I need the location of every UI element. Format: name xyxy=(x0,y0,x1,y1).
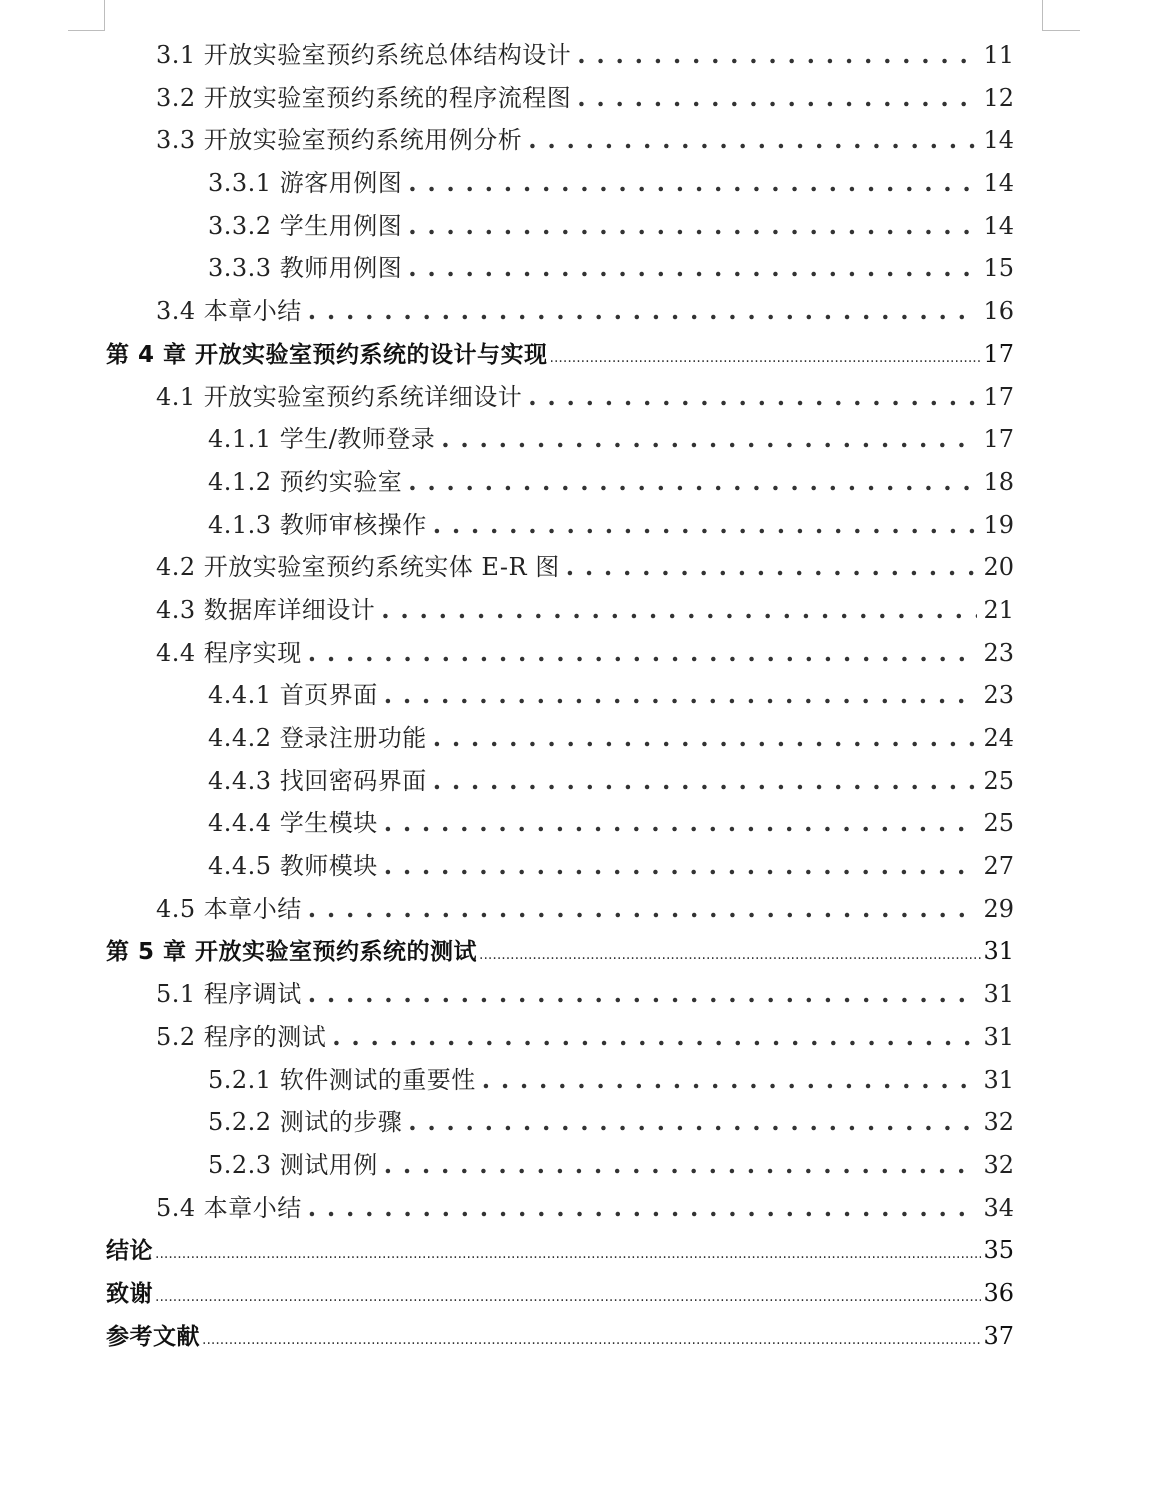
toc-dot-leader xyxy=(408,162,977,205)
toc-page-number: 19 xyxy=(983,510,1014,539)
toc-page-number: 34 xyxy=(983,1193,1014,1222)
toc-entry-title: 5.1 程序调试 xyxy=(156,980,302,1009)
toc-page-number: 15 xyxy=(983,254,1014,283)
toc-page-number: 17 xyxy=(983,339,1014,368)
toc-entry-title: 4.4.1 首页界面 xyxy=(208,681,378,710)
toc-entry-title: 结论 xyxy=(106,1238,153,1265)
toc-dot-leader xyxy=(384,802,978,845)
toc-page-number: 35 xyxy=(983,1236,1014,1265)
toc-page-number: 20 xyxy=(983,553,1014,582)
toc-entry[interactable] xyxy=(0,717,1152,760)
toc-page-number: 37 xyxy=(983,1321,1014,1350)
toc-entry-title: 5.2.2 测试的步骤 xyxy=(208,1108,403,1137)
toc-dot-leader xyxy=(577,77,977,120)
toc-entry[interactable] xyxy=(0,34,1152,77)
toc-entry[interactable] xyxy=(0,504,1152,547)
toc-dot-leader xyxy=(155,1230,981,1276)
toc-page-number: 23 xyxy=(983,638,1014,667)
toc-entry-title: 3.3.3 教师用例图 xyxy=(208,254,403,283)
toc-page-number: 29 xyxy=(983,894,1014,923)
toc-page-number: 32 xyxy=(983,1150,1014,1179)
toc-page-number: 17 xyxy=(983,425,1014,454)
toc-dot-leader xyxy=(408,247,977,290)
toc-dot-leader xyxy=(433,717,978,760)
page-corner-mark-top-right xyxy=(1042,0,1043,30)
toc-dot-leader xyxy=(202,1316,981,1362)
toc-entry-title: 4.5 本章小结 xyxy=(156,894,302,923)
toc-entry[interactable] xyxy=(0,589,1152,632)
toc-entry[interactable] xyxy=(0,418,1152,461)
toc-dot-leader xyxy=(566,546,978,589)
page-corner-mark-top-left xyxy=(104,0,105,30)
toc-entry[interactable] xyxy=(0,973,1152,1016)
toc-entry[interactable] xyxy=(0,1101,1152,1144)
toc-entry-title: 3.2 开放实验室预约系统的程序流程图 xyxy=(156,83,572,112)
toc-entry-title: 4.2 开放实验室预约系统实体 E-R 图 xyxy=(156,553,560,582)
toc-dot-leader xyxy=(384,845,978,888)
toc-dot-leader xyxy=(433,504,978,547)
toc-page-number: 18 xyxy=(983,467,1014,496)
toc-page-number: 36 xyxy=(983,1278,1014,1307)
toc-entry-title: 4.1.1 学生/教师登录 xyxy=(208,425,436,454)
toc-entry[interactable] xyxy=(0,632,1152,675)
toc-dot-leader xyxy=(408,205,977,248)
toc-page-number: 31 xyxy=(983,980,1014,1009)
toc-dot-leader xyxy=(479,931,981,977)
toc-page-number: 12 xyxy=(983,83,1014,112)
toc-entry[interactable] xyxy=(0,162,1152,205)
toc-entry[interactable] xyxy=(0,205,1152,248)
toc-page-number: 14 xyxy=(983,169,1014,198)
toc-dot-leader xyxy=(482,1059,978,1102)
toc-page-number: 27 xyxy=(983,852,1014,881)
toc-entry-title: 5.2.3 测试用例 xyxy=(208,1150,378,1179)
toc-entry-chapter[interactable] xyxy=(0,333,1152,376)
toc-page-number: 14 xyxy=(983,211,1014,240)
toc-entry-title: 第 4 章 开放实验室预约系统的设计与实现 xyxy=(106,341,548,368)
page-corner-mark-top-right xyxy=(1042,30,1080,31)
toc-entry-title: 4.4.4 学生模块 xyxy=(208,809,378,838)
toc-entry-title: 3.1 开放实验室预约系统总体结构设计 xyxy=(156,41,572,69)
toc-entry-chapter[interactable] xyxy=(0,1229,1152,1272)
toc-entry-title: 4.4.3 找回密码界面 xyxy=(208,766,427,795)
toc-entry[interactable] xyxy=(0,674,1152,717)
toc-entry-title: 4.4 程序实现 xyxy=(156,638,302,667)
toc-entry[interactable] xyxy=(0,845,1152,888)
toc-entry-title: 第 5 章 开放实验室预约系统的测试 xyxy=(106,939,478,966)
toc-dot-leader xyxy=(332,1016,977,1059)
toc-dot-leader xyxy=(308,1187,978,1230)
toc-entry[interactable] xyxy=(0,1059,1152,1102)
toc-dot-leader xyxy=(577,34,977,77)
toc-entry[interactable] xyxy=(0,1016,1152,1059)
toc-entry-title: 4.4.5 教师模块 xyxy=(208,852,378,881)
toc-page-number: 17 xyxy=(983,382,1014,411)
toc-entry[interactable] xyxy=(0,546,1152,589)
toc-dot-leader xyxy=(528,119,977,162)
toc-entry-title: 4.1 开放实验室预约系统详细设计 xyxy=(156,382,523,411)
toc-entry-title: 致谢 xyxy=(106,1280,153,1307)
toc-page-number: 25 xyxy=(983,766,1014,795)
toc-dot-leader xyxy=(441,418,977,461)
toc-entry[interactable] xyxy=(0,1144,1152,1187)
toc-page-number: 24 xyxy=(983,724,1014,752)
toc-dot-leader xyxy=(308,973,978,1016)
toc-entry-title: 5.2.1 软件测试的重要性 xyxy=(208,1065,476,1094)
toc-page-number: 14 xyxy=(983,126,1014,155)
toc-dot-leader xyxy=(528,376,977,419)
toc-page-number: 25 xyxy=(983,809,1014,838)
toc-page-number: 16 xyxy=(983,297,1014,326)
toc-entry-chapter[interactable] xyxy=(0,930,1152,973)
table-of-contents xyxy=(0,34,1152,1357)
toc-entry[interactable] xyxy=(0,888,1152,931)
page-corner-mark-top-left xyxy=(68,30,105,31)
toc-dot-leader xyxy=(384,1144,978,1187)
toc-entry-title: 5.2 程序的测试 xyxy=(156,1022,327,1051)
toc-dot-leader xyxy=(381,589,977,632)
toc-dot-leader xyxy=(408,1101,977,1144)
toc-page-number: 11 xyxy=(983,41,1014,69)
toc-dot-leader xyxy=(308,888,978,931)
toc-dot-leader xyxy=(384,674,978,717)
toc-entry[interactable] xyxy=(0,290,1152,333)
toc-page-number: 31 xyxy=(983,1065,1014,1094)
toc-entry-title: 3.3 开放实验室预约系统用例分析 xyxy=(156,126,523,155)
toc-dot-leader xyxy=(550,334,982,380)
toc-page-number: 32 xyxy=(983,1108,1014,1137)
toc-entry[interactable] xyxy=(0,760,1152,803)
toc-entry-title: 4.1.3 教师审核操作 xyxy=(208,510,427,539)
toc-entry-title: 3.3.1 游客用例图 xyxy=(208,169,403,198)
toc-entry-title: 3.4 本章小结 xyxy=(156,297,302,326)
toc-entry-title: 4.1.2 预约实验室 xyxy=(208,467,403,496)
toc-entry[interactable] xyxy=(0,247,1152,290)
toc-page-number: 21 xyxy=(983,595,1014,624)
toc-dot-leader xyxy=(408,461,977,504)
toc-page-number: 31 xyxy=(983,1022,1014,1051)
toc-page-number: 31 xyxy=(983,937,1014,966)
toc-entry-title: 参考文献 xyxy=(106,1323,200,1350)
toc-entry-title: 5.4 本章小结 xyxy=(156,1193,302,1222)
toc-page-number: 23 xyxy=(983,681,1014,710)
toc-entry[interactable] xyxy=(0,461,1152,504)
toc-entry[interactable] xyxy=(0,77,1152,120)
toc-entry-chapter[interactable] xyxy=(0,1272,1152,1315)
toc-dot-leader xyxy=(308,632,978,675)
toc-entry[interactable] xyxy=(0,802,1152,845)
toc-dot-leader xyxy=(433,760,978,803)
toc-entry[interactable] xyxy=(0,1187,1152,1230)
toc-entry-title: 3.3.2 学生用例图 xyxy=(208,211,403,240)
toc-entry[interactable] xyxy=(0,119,1152,162)
toc-dot-leader xyxy=(155,1273,981,1319)
toc-entry-title: 4.4.2 登录注册功能 xyxy=(208,724,427,752)
toc-entry[interactable] xyxy=(0,376,1152,419)
toc-entry-chapter[interactable] xyxy=(0,1315,1152,1358)
toc-dot-leader xyxy=(308,290,978,333)
toc-entry-title: 4.3 数据库详细设计 xyxy=(156,595,376,624)
